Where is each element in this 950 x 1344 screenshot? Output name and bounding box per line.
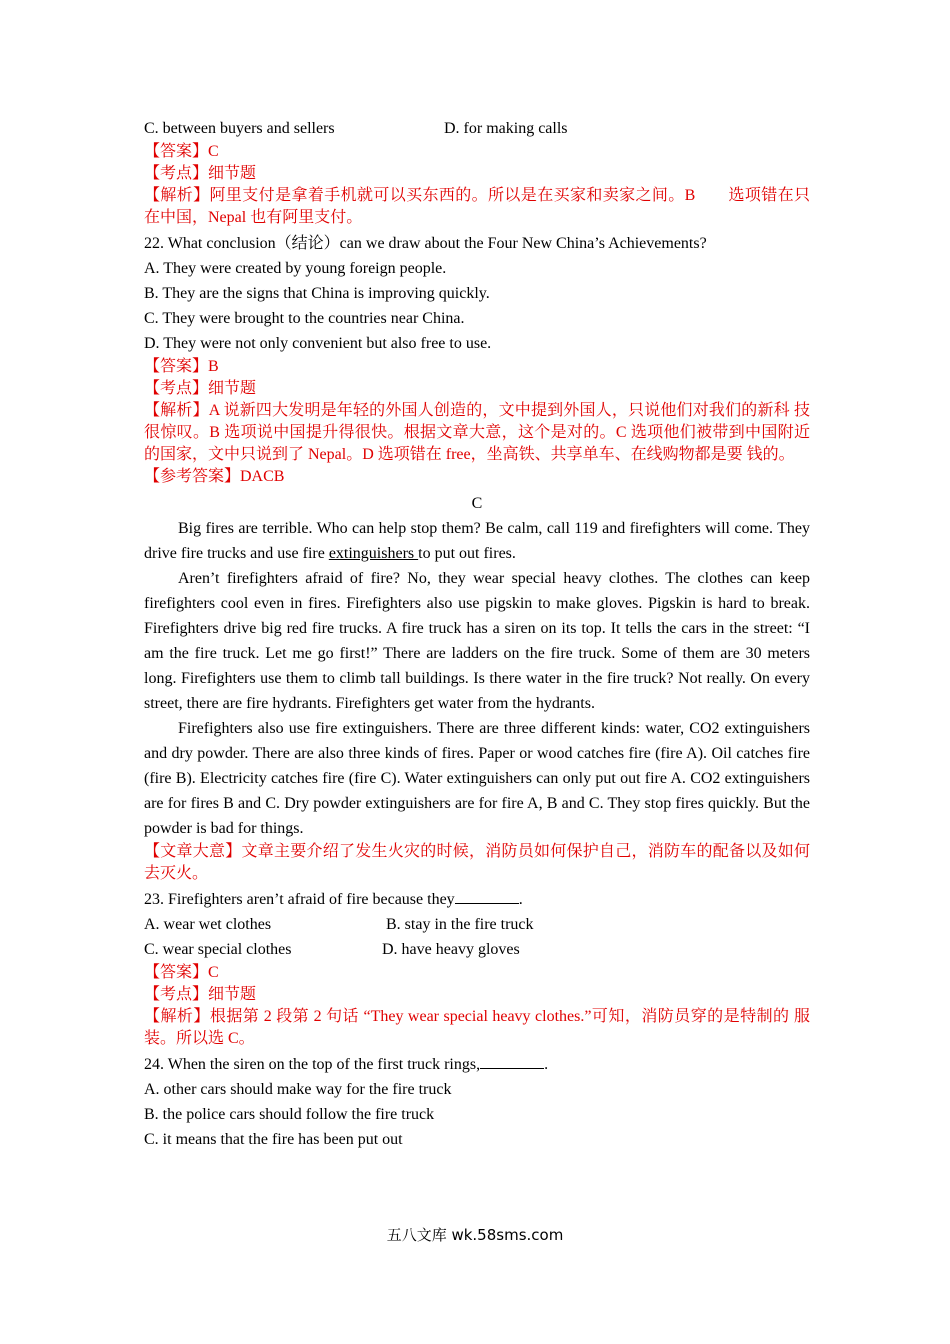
passage-paragraph-1: [144, 516, 810, 566]
q21-answer: 【答案】C: [144, 143, 219, 160]
passage-p1-text-a: Big fires are terrible. Who can help stop them? Be calm, call 119 and firefighters will come. They drive fire trucks and use fire: [144, 520, 810, 562]
footer-watermark: 五八文库 wk.58sms.com: [386, 1226, 564, 1244]
q22-reference-answer: 【参考答案】DACB: [144, 468, 285, 485]
q24-answer-blank: [480, 1054, 544, 1069]
q21-option-d: D. for making calls: [444, 120, 568, 137]
document-page: [144, 116, 810, 1152]
q24-option-b: B. the police cars should follow the fire truck: [144, 1106, 435, 1123]
q21-options-row: [144, 116, 810, 141]
q22-answer: 【答案】B: [144, 358, 219, 375]
q22-option-d: D. They were not only convenient but also free to use.: [144, 335, 492, 352]
q22-option-c: C. They were brought to the countries near China.: [144, 310, 465, 327]
q23-point: 【考点】细节题: [144, 986, 257, 1003]
q23-question-text: 23. Firefighters aren’t afraid of fire because they: [144, 891, 455, 908]
q23-option-b: B. stay in the fire truck: [386, 916, 534, 933]
q23-option-a: A. wear wet clothes: [144, 916, 272, 933]
passage-p1-text-b: to put out fires.: [418, 545, 516, 562]
q23-answer: 【答案】C: [144, 964, 219, 981]
q21-point: 【考点】细节题: [144, 165, 257, 182]
q22-question: 22. What conclusion（结论）can we draw about the Four New China’s Achievements?: [144, 235, 707, 252]
q24-option-c: C. it means that the fire has been put out: [144, 1131, 403, 1148]
q24-question-end: .: [544, 1056, 549, 1073]
q22-analysis: 【解析】A 说新四大发明是年轻的外国人创造的，文中提到外国人，只说他们对我们的新科 技很惊叹。B 选项说中国提升得很快。根据文章大意，这个是对的。C 选项他们被带到中国附近的国家，文中只说到了 Nepal。D 选项错在 free，坐高铁、共享单车、在线购物都是要 钱的。: [144, 402, 810, 463]
passage-heading: C: [471, 495, 483, 512]
q21-analysis: 【解析】阿里支付是拿着手机就可以买东西的。所以是在买家和卖家之间。B 选项错在只在中国，Nepal 也有阿里支付。: [144, 187, 810, 226]
q21-option-c: C. between buyers and sellers: [144, 120, 335, 137]
q24-question: [144, 1052, 810, 1077]
q23-question-end: .: [518, 891, 523, 908]
q22-option-a: A. They were created by young foreign people.: [144, 260, 447, 277]
passage-paragraph-3: Firefighters also use fire extinguishers. There are three different kinds: water, CO2 extinguishers and dry powder. There are also three kinds of fires. Paper or wood catches fire (fire A). Oil catches fire (fire B). Electricity catches fire (fire C). Water extinguishers can only put out fire A. CO2 extinguishers are for fires B and C. Dry powder extinguishers are for fire A, B and C. They stop fires quickly. But the powder is bad for things.: [144, 720, 810, 837]
q22-option-b: B. They are the signs that China is improving quickly.: [144, 285, 490, 302]
passage-paragraph-2: Aren’t firefighters afraid of fire? No, they wear special heavy clothes. The clothes can keep firefighters cool even in fires. Firefighters also use pigskin to make gloves. Pigskin is hard to break. Firefighters drive big red fire trucks. A fire truck has a siren on its top. It tells the cars in the street: “I am the fire truck. Let me go first!” There are ladders on the fire truck. Some of them are 30 meters long. Firefighters use them to climb tall buildings. Is there water in the fire truck? Not really. On every street, there are fire hydrants. Firefighters get water from the hydrants.: [144, 570, 810, 712]
q23-option-c: C. wear special clothes: [144, 941, 292, 958]
q23-options-row-1: [144, 912, 810, 937]
q23-options-row-2: [144, 937, 810, 962]
q23-analysis: 【解析】根据第 2 段第 2 句话 “They wear special heavy clothes.”可知，消防员穿的是特制的 服装。所以选 C。: [144, 1008, 810, 1047]
passage-summary: 【文章大意】文章主要介绍了发生火灾的时候，消防员如何保护自己，消防车的配备以及如何去灭火。: [144, 843, 810, 882]
passage-p1-underlined-word: extinguishers: [328, 545, 419, 562]
q24-option-a: A. other cars should make way for the fire truck: [144, 1081, 452, 1098]
q23-question: [144, 887, 810, 912]
q24-question-text: 24. When the siren on the top of the first truck rings,: [144, 1056, 481, 1073]
q23-answer-blank: [455, 889, 519, 904]
q22-point: 【考点】细节题: [144, 380, 257, 397]
q23-option-d: D. have heavy gloves: [382, 941, 520, 958]
